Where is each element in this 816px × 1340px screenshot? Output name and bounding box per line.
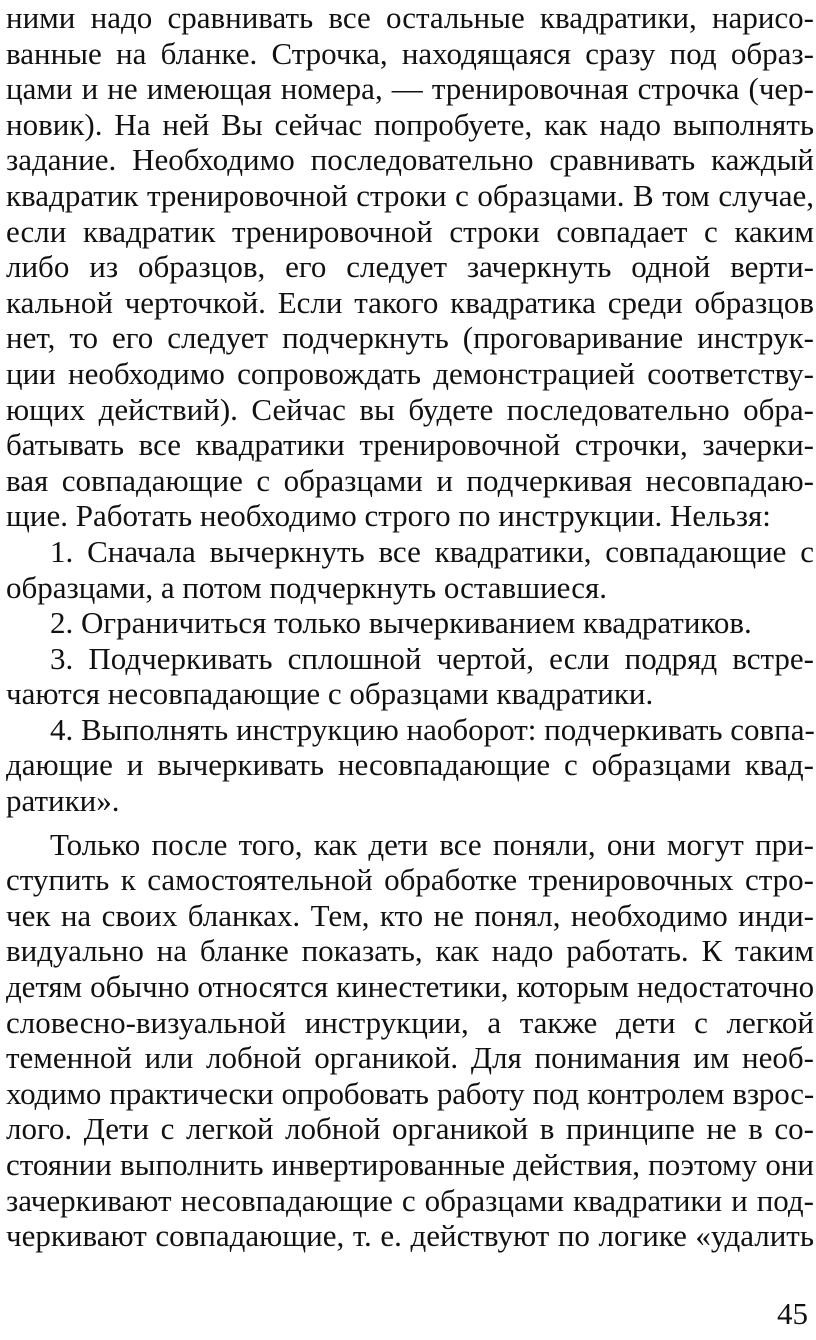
paragraph-gap xyxy=(6,819,814,827)
text-line: задание. Необходимо последовательно сравнивать каждый xyxy=(6,142,814,178)
text-line: 1. Сначала вычеркнуть все квадратики, совпадающие с xyxy=(50,533,814,569)
text-line: щие. Работать необходимо строго по инструкции. Нельзя: xyxy=(6,498,771,534)
text-line: вая совпадающие с образцами и подчеркивая несовпадаю- xyxy=(6,462,814,498)
text-line: если квадратик тренировочной строки совпадает с каким xyxy=(6,213,814,249)
text-line: либо из образцов, его следует зачеркнуть одной верти- xyxy=(6,249,814,285)
list-item-3 xyxy=(6,641,814,712)
text-line: чаются несовпадающие с образцами квадратики. xyxy=(6,676,654,712)
text-line: 2. Ограничиться только вычеркиванием квадратиков. xyxy=(50,605,752,641)
text-line: теменной или лобной органикой. Для понимания им необ- xyxy=(6,1040,814,1076)
paragraph-intro xyxy=(6,0,814,534)
text-line: дающие и вычеркивать несовпадающие с образцами квад- xyxy=(6,747,814,783)
text-line: детям обычно относятся кинестетики, которым недостаточно xyxy=(6,969,814,1005)
list-item-2 xyxy=(6,605,814,641)
text-line: 4. Выполнять инструкцию наоборот: подчеркивать совпа- xyxy=(50,711,815,747)
text-line: ходимо практически опробовать работу под контролем взрос- xyxy=(6,1075,814,1111)
text-line: Только после того, как дети все поняли, они могут при- xyxy=(50,826,814,862)
list-item-4 xyxy=(6,712,814,819)
text-line: ванные на бланке. Строчка, находящаяся сразу под образ- xyxy=(6,35,814,71)
paragraph-body xyxy=(6,827,814,1254)
text-line: ратики». xyxy=(6,783,120,819)
text-line: кальной черточкой. Если такого квадратика среди образцов xyxy=(6,284,814,320)
text-line: батывать все квадратики тренировочной строчки, зачерки- xyxy=(6,427,814,463)
text-line: видуально на бланке показать, как надо работать. К таким xyxy=(6,933,814,969)
text-line: новик). На ней Вы сейчас попробуете, как надо выполнять xyxy=(6,106,814,142)
text-line: квадратик тренировочной строки с образцами. В том случае, xyxy=(6,177,814,213)
text-line: черкивают совпадающие, т. е. действуют по логике «удалить xyxy=(6,1218,814,1254)
text-line: ции необходимо сопровождать демонстрацией соответству- xyxy=(6,355,814,391)
text-line: ступить к самостоятельной обработке тренировочных стро- xyxy=(6,862,814,898)
text-line: лого. Дети с легкой лобной органикой в принципе не в со- xyxy=(6,1111,814,1147)
text-line: зачеркивают несовпадающие с образцами квадратики и под- xyxy=(6,1182,814,1218)
text-line: стоянии выполнить инвертированные действия, поэтому они xyxy=(6,1147,814,1182)
text-line: образцами, а потом подчеркнуть оставшиеся. xyxy=(6,569,607,605)
text-line: 3. Подчеркивать сплошной чертой, если подряд встре- xyxy=(50,640,814,676)
text-line: ющих действий). Сейчас вы будете последовательно обра- xyxy=(6,391,814,427)
list-item-1 xyxy=(6,534,814,605)
text-line: чек на своих бланках. Тем, кто не понял, необходимо инди- xyxy=(6,897,814,933)
document-page xyxy=(6,0,814,1254)
page-number: 45 xyxy=(777,1296,808,1331)
text-line: нет, то его следует подчеркнуть (проговаривание инструк- xyxy=(6,320,814,356)
text-line: ними надо сравнивать все остальные квадратики, нарисо- xyxy=(6,0,814,35)
text-line: цами и не имеющая номера, — тренировочная строчка (чер- xyxy=(6,71,814,107)
text-line: словесно-визуальной инструкции, а также дети с легкой xyxy=(6,1004,814,1040)
